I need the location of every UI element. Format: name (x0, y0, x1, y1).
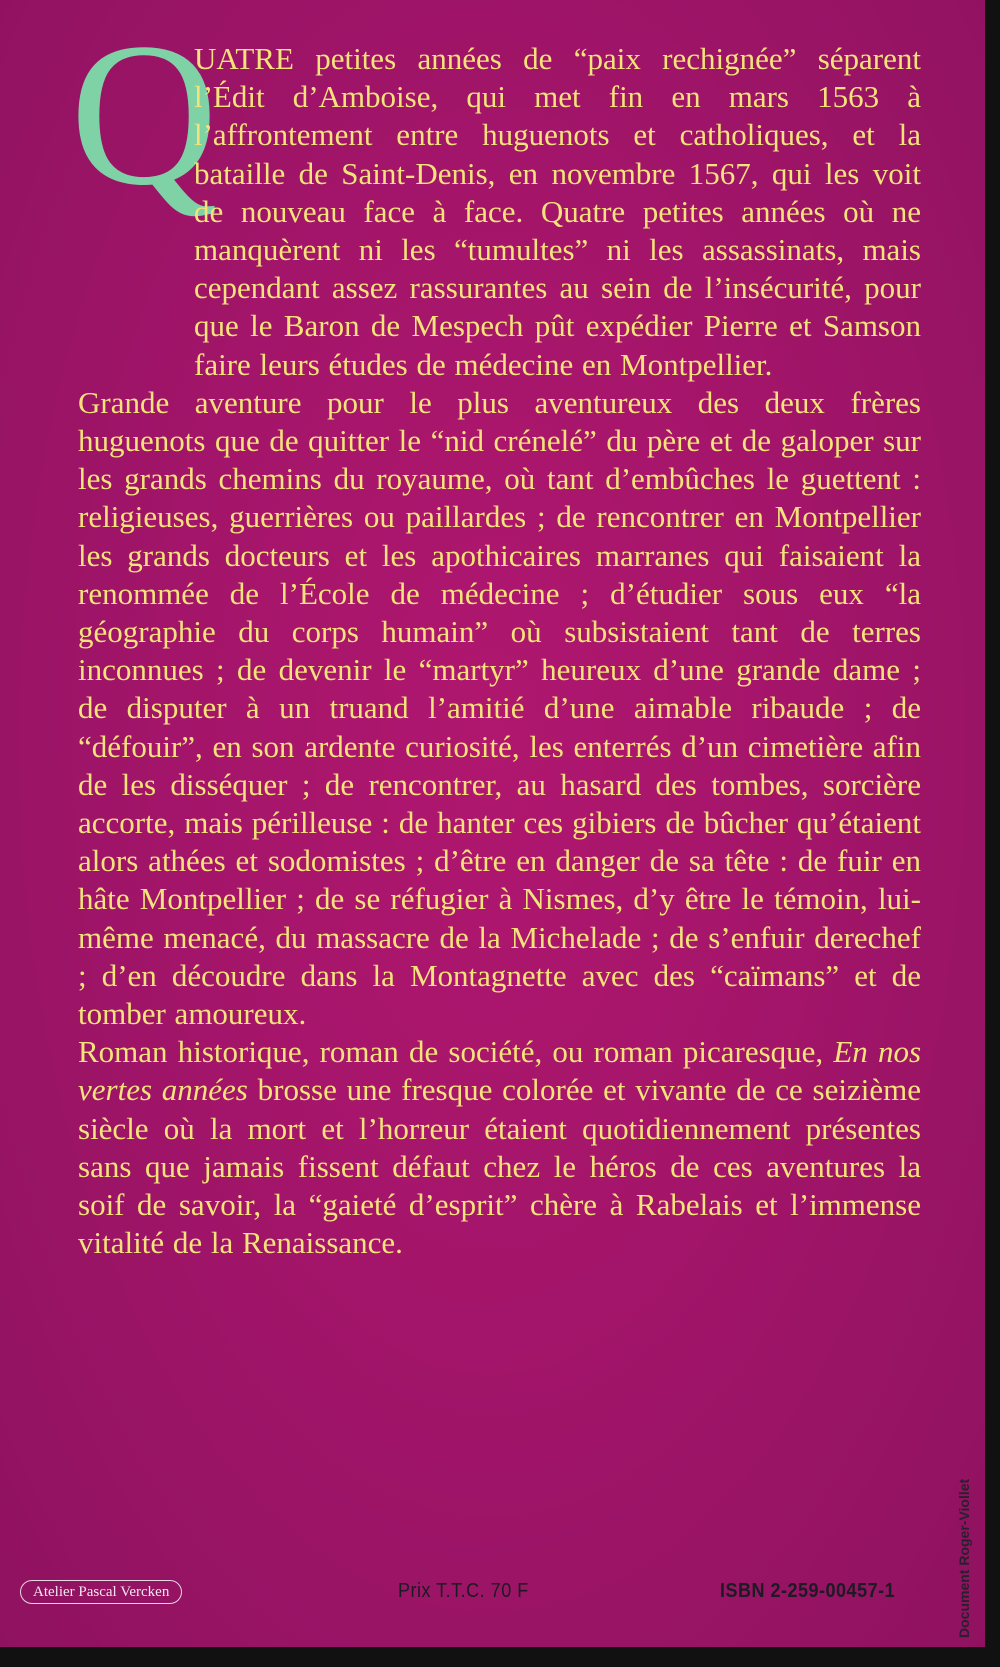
footer (0, 1580, 985, 1610)
paragraph-3-start: Roman historique, roman de société, ou roman picaresque, (78, 1034, 834, 1070)
intro-smallcaps: UATRE (194, 41, 294, 76)
paragraph-2: Grande aventure pour le plus aventureux des deux frères huguenots que de quitter le “nid crénelé” du père et de galoper sur les grands chemins du royaume, où tant d’embûches le guettent : religieuses, guerrières ou paillardes ; de rencontrer en Montpellier les grands docteurs et les apothicaires marranes qui faisaient la renommée de l’École de médecine ; d’étudier sous eux “la géographie du corps humain” où subsistaient tant de terres inconnues ; de devenir le “martyr” heureux d’une grande dame ; de disputer à un truand l’amitié d’une aimable ribaude ; de “défouir”, en son ardente curiosité, les enterrés d’un cimetière afin de les disséquer ; de rencontrer, au hasard des tombes, sorcière accorte, mais périlleuse : de hanter ces gibiers de bûcher qu’étaient alors athées et sodomistes ; d’être en danger de sa tête : de fuir en hâte Montpellier ; de se réfugier à Nismes, d’y être le témoin, lui-même menacé, du massacre de la Michelade ; de s’enfuir derechef ; d’en découdre dans la Montagnette avec des “caïmans” et de tomber amoureux. (78, 384, 921, 1032)
photo-credit-wrapper (956, 1408, 976, 1638)
paragraph-3-end: brosse une fresque colorée et vivante de ce seizième siècle où la mort et l’horreur étaient quotidiennement présentes sans que jamais fissent défaut chez le héros de ces aventures la soif de savoir, la “gaieté d’esprit” chère à Rabelais et l’immense vitalité de la Renaissance. (78, 1072, 921, 1261)
price-label: Prix T.T.C. 70 F (398, 1578, 529, 1602)
blurb-text (78, 40, 921, 1263)
isbn-label: ISBN 2-259-00457-1 (720, 1578, 896, 1602)
paragraph-3 (78, 1033, 921, 1262)
book-title: En nos vertes années (78, 1034, 922, 1108)
photo-credit: Document Roger-Viollet (956, 1478, 972, 1638)
drop-cap-letter: Q (70, 1, 219, 228)
design-studio-badge: Atelier Pascal Vercken (20, 1580, 182, 1604)
paragraph-1 (78, 40, 921, 384)
intro-text: petites années de “paix rechignée” séparent l’Édit d’Amboise, qui met fin en mars 1563 à l’affrontement entre huguenots et catholiques, et la bataille de Saint-Denis, en novembre 1567, qui les voit de nouveau face à face. Quatre petites années où ne manquèrent ni les “tumultes” ni les assassinats, mais cependant assez rassurantes au sein de l’insécurité, pour que le Baron de Mespech pût expédier Pierre et Samson faire leurs études de médecine en Montpellier. (194, 41, 921, 382)
